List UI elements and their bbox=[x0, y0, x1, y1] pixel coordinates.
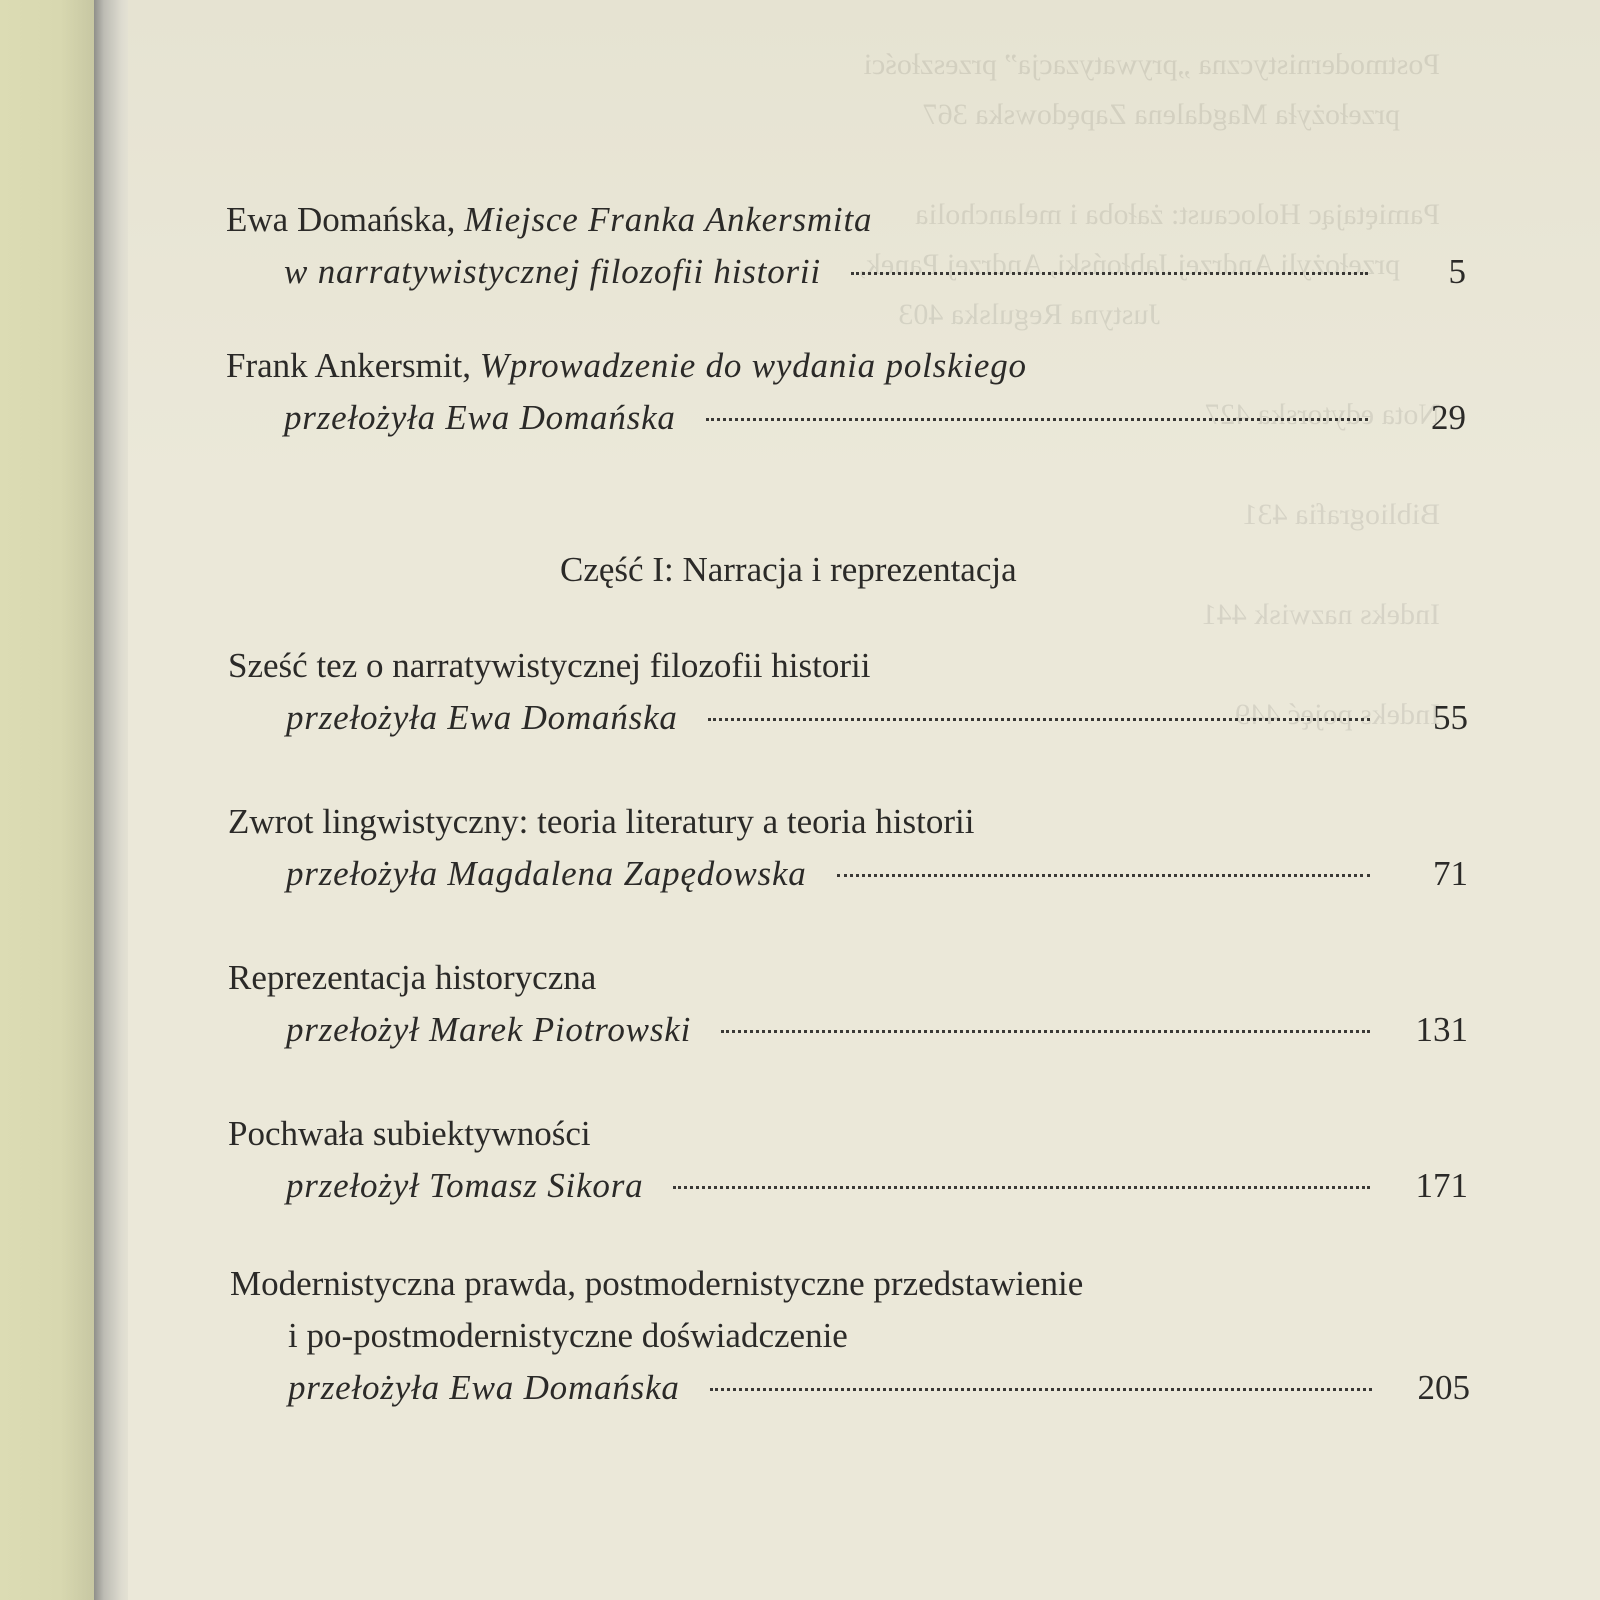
toc-entry-intro-domanska bbox=[226, 194, 1466, 298]
entry-title: Miejsce Franka Ankersmita bbox=[464, 200, 873, 239]
dot-leader bbox=[721, 1030, 1370, 1033]
dot-leader bbox=[706, 418, 1368, 421]
toc-entry bbox=[228, 1108, 1468, 1212]
entry-title: Zwrot lingwistyczny: teoria literatury a teoria historii bbox=[228, 802, 975, 841]
entry-translator: przełożyła Ewa Domańska bbox=[286, 698, 678, 737]
entry-title: Wprowadzenie do wydania polskiego bbox=[479, 346, 1027, 385]
entry-title: Pochwała subiektywności bbox=[228, 1114, 591, 1153]
part-heading: Część I: Narracja i reprezentacja bbox=[560, 550, 1017, 589]
page-number: 131 bbox=[1415, 1010, 1468, 1049]
toc-entry bbox=[228, 640, 1468, 744]
page-number: 5 bbox=[1448, 252, 1466, 291]
entry-title-continued: i po-postmodernistyczne doświadczenie bbox=[288, 1316, 848, 1355]
entry-author: Frank Ankersmit, bbox=[226, 346, 480, 385]
entry-title: Modernistyczna prawda, postmodernistyczne przedstawienie bbox=[230, 1264, 1084, 1303]
page-number: 171 bbox=[1415, 1166, 1468, 1205]
entry-author: Ewa Domańska, bbox=[226, 200, 465, 239]
toc-entry-intro-ankersmit bbox=[226, 340, 1466, 444]
entry-translator: przełożył Tomasz Sikora bbox=[286, 1166, 644, 1205]
entry-translator: przełożyła Ewa Domańska bbox=[284, 398, 676, 437]
toc-entry bbox=[228, 952, 1468, 1056]
toc-entry bbox=[228, 796, 1468, 900]
dot-leader bbox=[673, 1186, 1370, 1189]
dot-leader bbox=[708, 718, 1370, 721]
toc-entry bbox=[230, 1258, 1470, 1414]
entry-title-continued: w narratywistycznej filozofii historii bbox=[284, 252, 821, 291]
page-number: 29 bbox=[1431, 398, 1466, 437]
dot-leader bbox=[710, 1388, 1372, 1391]
page-number: 205 bbox=[1417, 1368, 1470, 1407]
page-number: 71 bbox=[1433, 854, 1468, 893]
page-number: 55 bbox=[1433, 698, 1468, 737]
entry-title: Sześć tez o narratywistycznej filozofii historii bbox=[228, 646, 871, 685]
dot-leader bbox=[837, 874, 1370, 877]
entry-translator: przełożyła Ewa Domańska bbox=[288, 1368, 680, 1407]
entry-translator: przełożył Marek Piotrowski bbox=[286, 1010, 692, 1049]
entry-translator: przełożyła Magdalena Zapędowska bbox=[286, 854, 807, 893]
entry-title: Reprezentacja historyczna bbox=[228, 958, 597, 997]
desk-background bbox=[0, 0, 100, 1600]
dot-leader bbox=[851, 272, 1368, 275]
